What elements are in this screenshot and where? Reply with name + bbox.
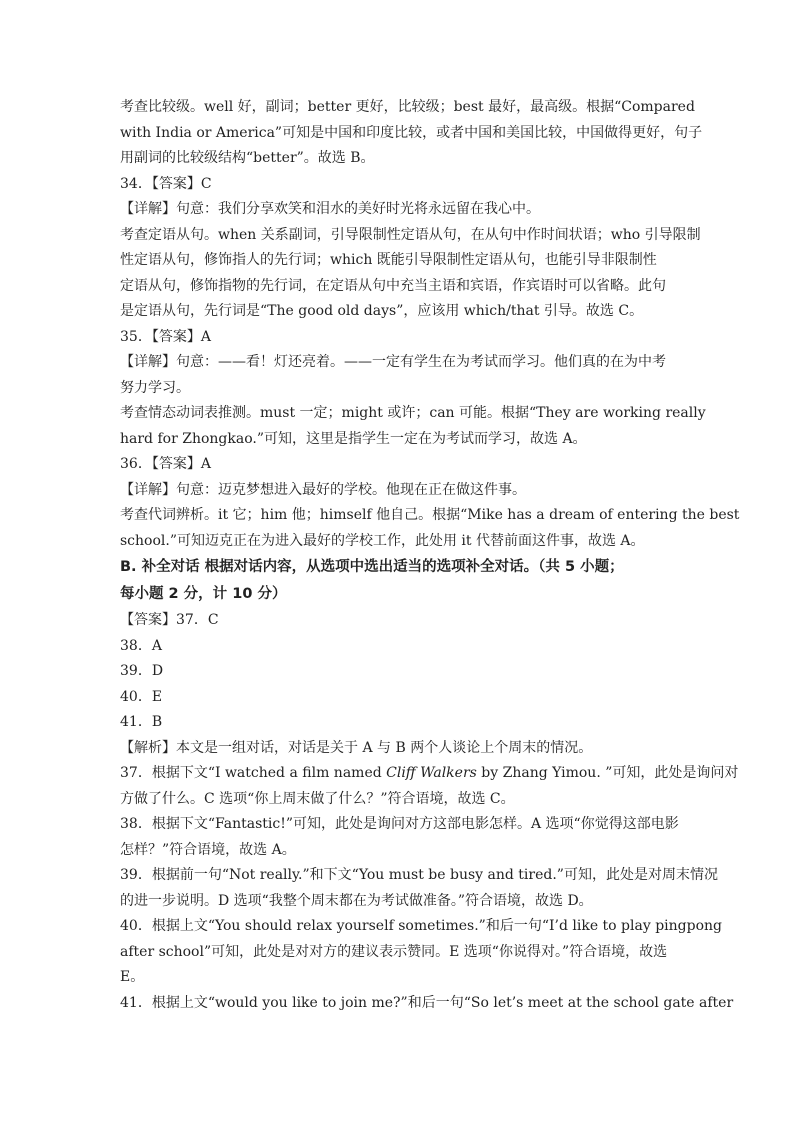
film-title: Cliff Walkers — [386, 765, 477, 781]
text-line: after school”可知，此处是对对方的建议表示赞同。E 选项“你说得对。”符合语境，故选 — [120, 943, 668, 960]
text-line: 考查定语从句。when 关系副词，引导限制性定语从句，在从句中作时间状语；who 引导限制 — [120, 226, 701, 243]
answer-line: 41．B — [120, 714, 163, 730]
text-line: hard for Zhongkao.”可知，这里是指学生一定在为考试而学习，故选 A。 — [120, 430, 587, 447]
text-line: 41．根据上文“would you like to join me?”和后一句“So let’s meet at the school gate after — [120, 994, 734, 1011]
text-line: 38．根据下文“Fantastic!”可知，此处是询问对方这部电影怎样。A 选项“你觉得这部电影 — [120, 816, 679, 832]
text-line: 努力学习。 — [120, 379, 190, 396]
answer-line: 38．A — [120, 637, 162, 654]
section-heading-continued: 每小题 2 分，计 10 分） — [120, 586, 287, 602]
text-line: 用副词的比较级结构“better”。故选 B。 — [120, 150, 375, 166]
text-line: 【详解】句意：迈克梦想进入最好的学校。他现在正在做这件事。 — [120, 481, 526, 498]
answer-line: 39．D — [120, 663, 164, 679]
text-line: school.”可知迈克正在为进入最好的学校工作，此处用 it 代替前面这件事，故选 A。 — [120, 532, 645, 549]
question-35-answer: 35．【答案】A — [120, 328, 211, 345]
q37-text-pre: 37．根据下文“I watched a film named — [120, 765, 387, 781]
text-line: 考查比较级。well 好，副词；better 更好，比较级；best 最好，最高级。根据“Compared — [120, 99, 695, 115]
text-line: 考查情态动词表推测。must 一定；might 或许；can 可能。根据“They are working really — [120, 405, 706, 421]
text-line: 【详解】句意：——看！灯还亮着。——一定有学生在为考试而学习。他们真的在为中考 — [120, 354, 666, 370]
text-line: with India or America”可知是中国和印度比较，或者中国和美国比较，中国做得更好，句子 — [120, 124, 703, 141]
question-36-answer: 36．【答案】A — [120, 456, 211, 472]
text-line: 39．根据前一句“Not really.”和下文“You must be busy and tired.”可知，此处是对周末情况 — [120, 867, 718, 883]
answer-line: 【答案】37．C — [120, 612, 219, 628]
text-line: 是定语从句，先行词是“The good old days”，应该用 which/that 引导。故选 C。 — [120, 303, 644, 319]
section-heading: B. 补全对话 根据对话内容，从选项中选出适当的选项补全对话。（共 5 小题； — [120, 559, 624, 575]
q37-text-post: by Zhang Yimou. ”可知，此处是询问对 — [476, 765, 739, 781]
text-line: 怎样？”符合语境，故选 A。 — [120, 841, 296, 858]
text-line: 【详解】句意：我们分享欢笑和泪水的美好时光将永远留在我心中。 — [120, 201, 540, 217]
text-line: 考查代词辨析。it 它；him 他；himself 他自己。根据“Mike has a dream of entering the best — [120, 507, 740, 523]
answer-line: 40．E — [120, 688, 163, 705]
text-line: 定语从句，修饰指物的先行词，在定语从句中充当主语和宾语，作宾语时可以省略。此句 — [120, 277, 666, 294]
text-line: 性定语从句，修饰指人的先行词；which 既能引导限制性定语从句，也能引导非限制性 — [120, 252, 657, 268]
text-line: 的进一步说明。D 选项“我整个周末都在为考试做准备。”符合语境，故选 D。 — [120, 892, 593, 909]
question-34-answer: 34．【答案】C — [120, 175, 212, 192]
question-37-explanation — [120, 761, 739, 787]
text-line: E。 — [120, 969, 145, 985]
text-line: 方做了什么。C 选项“你上周末做了什么？”符合语境，故选 C。 — [120, 790, 515, 807]
analysis-line: 【解析】本文是一组对话，对话是关于 A 与 B 两个人谈论上个周末的情况。 — [120, 739, 593, 756]
answer-explanations — [120, 95, 740, 1016]
text-line: 40．根据上文“You should relax yourself sometimes.”和后一句“I’d like to play pingpong — [120, 918, 722, 934]
